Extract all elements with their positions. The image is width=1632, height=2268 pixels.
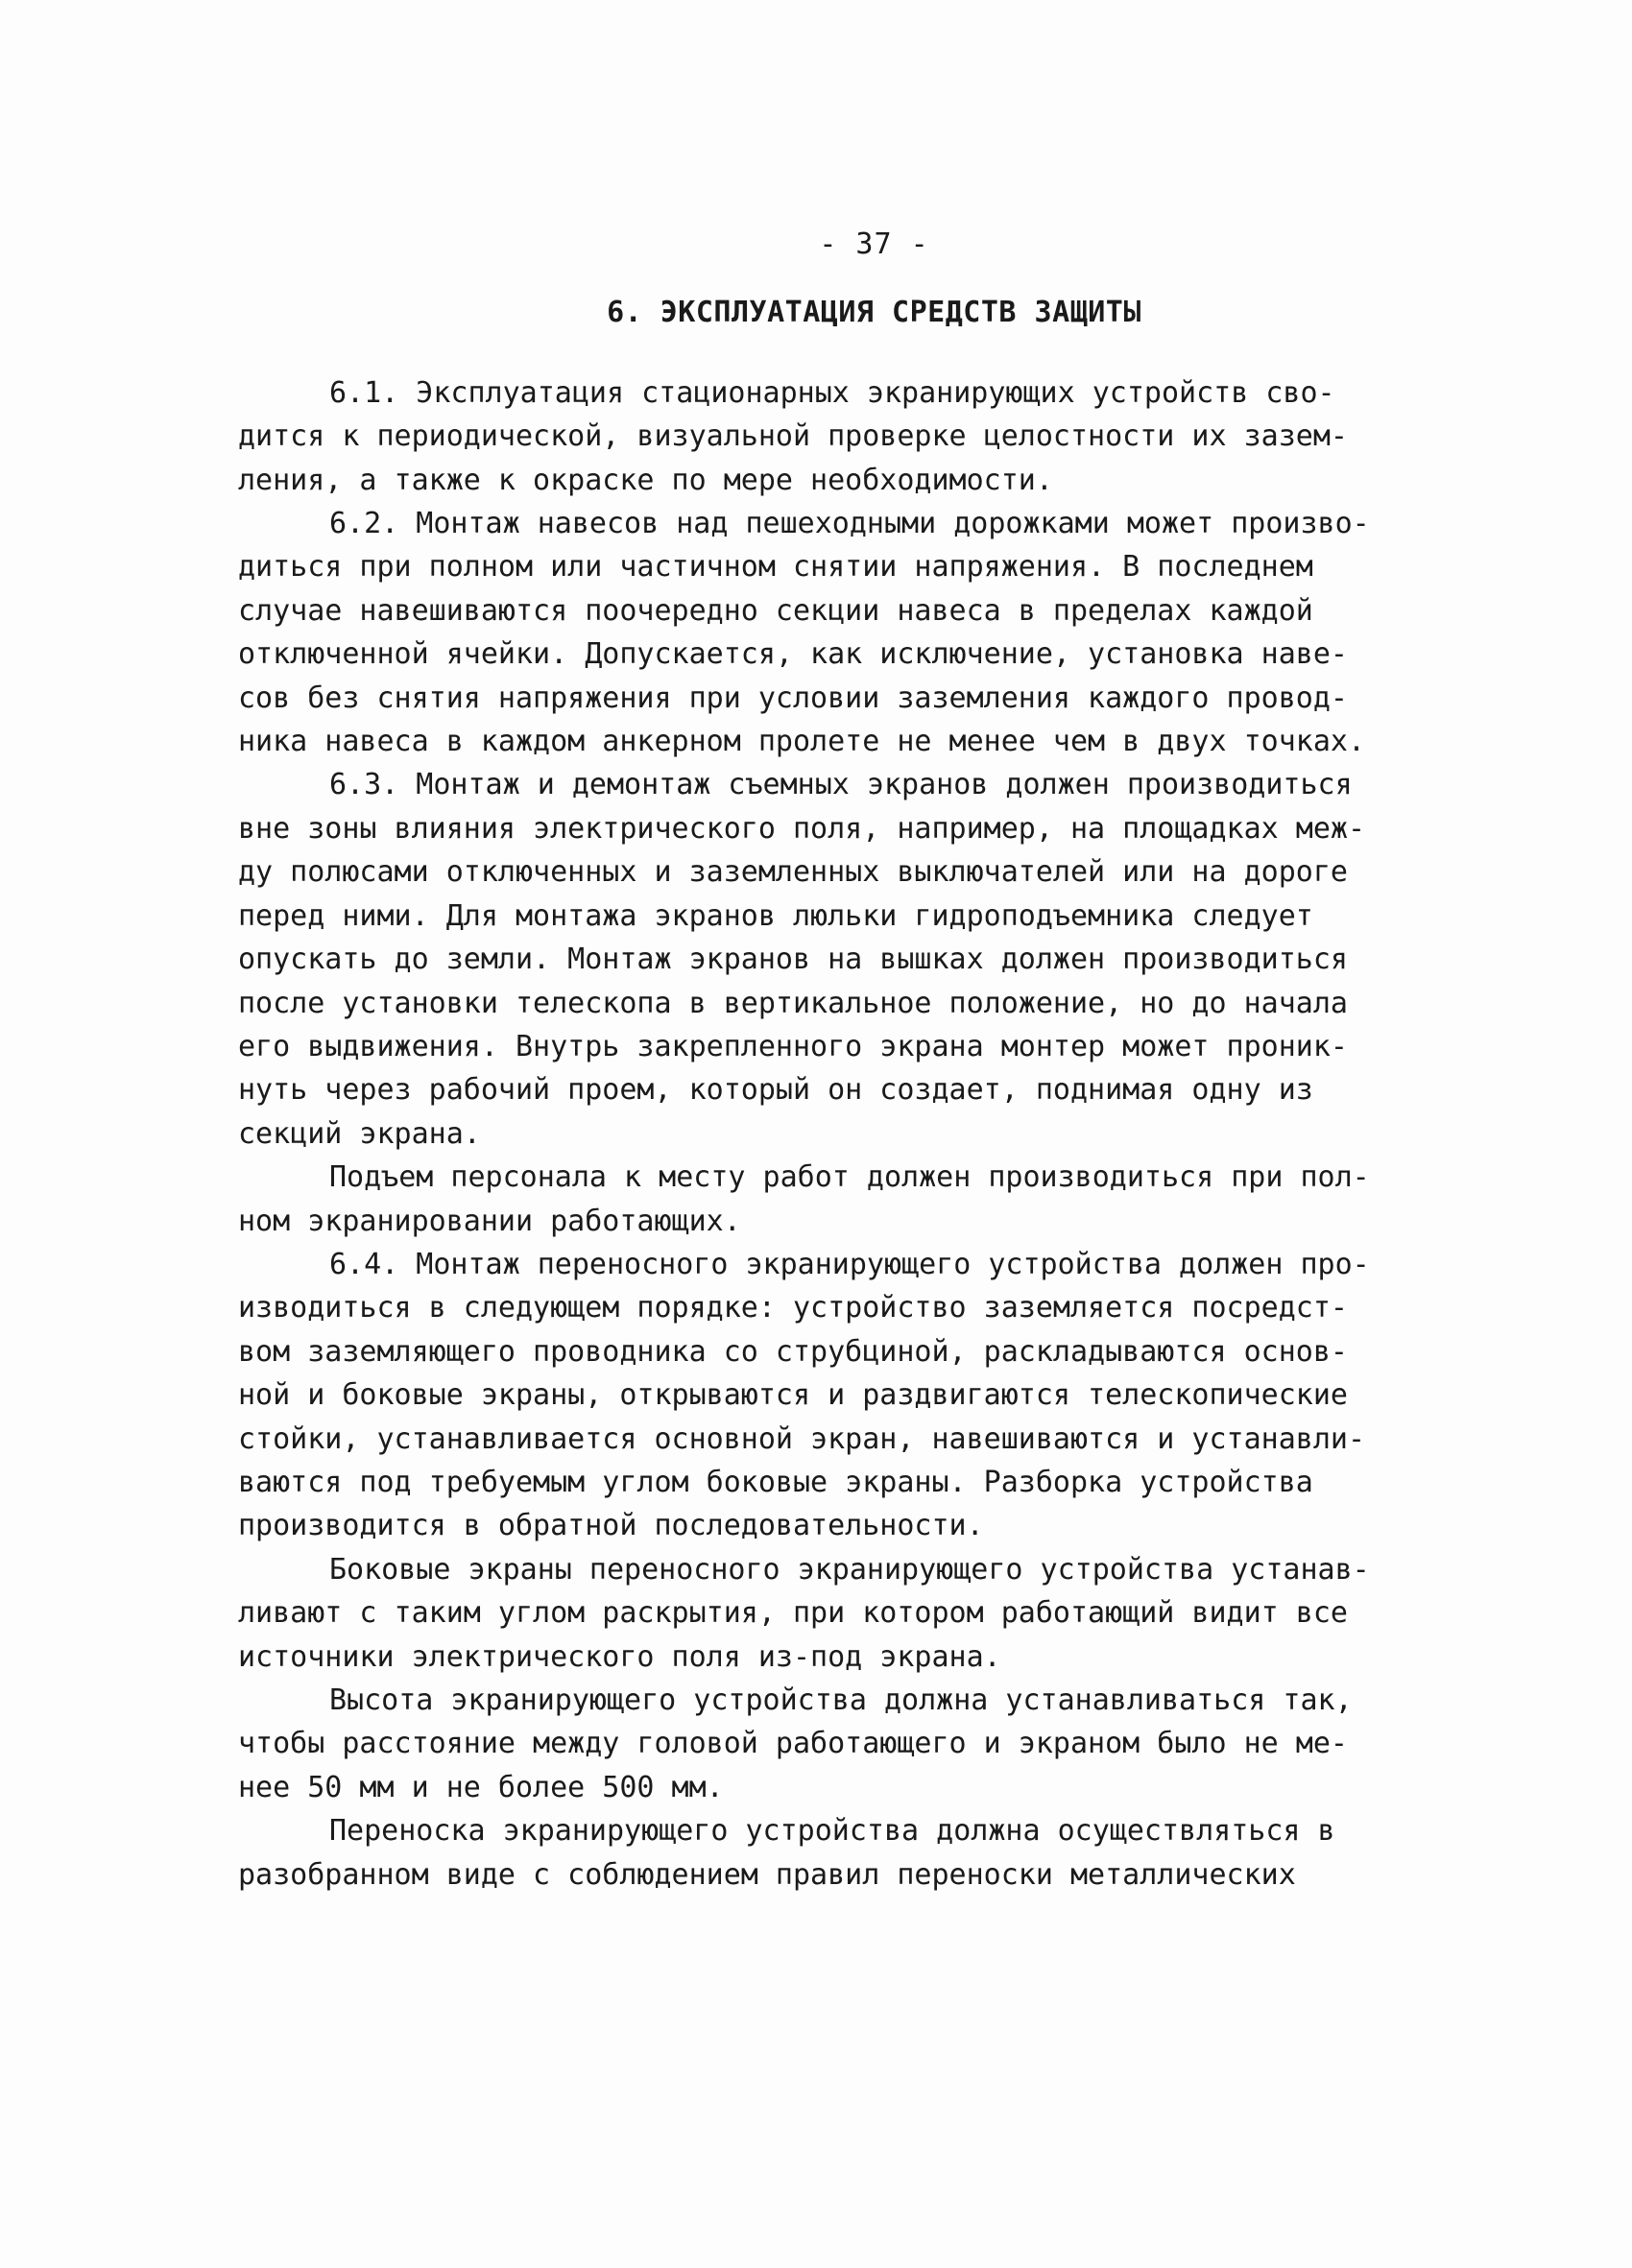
- text-line: нее 50 мм и не более 500 мм.: [238, 1770, 724, 1804]
- text-line: перед ними. Для монтажа экранов люльки гидроподъемника следует: [238, 898, 1313, 933]
- text-line: ления, а также к окраске по мере необходимости.: [238, 463, 1053, 497]
- text-line: изводиться в следующем порядке: устройство заземляется посредст-: [238, 1291, 1348, 1325]
- text-line: чтобы расстояние между головой работающего и экраном было не ме-: [238, 1727, 1348, 1761]
- text-line: ника навеса в каждом анкерном пролете не менее чем в двух точках.: [238, 725, 1365, 759]
- paragraph-personnel-lift: [238, 1156, 1419, 1243]
- text-line: диться при полном или частичном снятии напряжения. В последнем: [238, 550, 1313, 585]
- text-line: ваются под требуемым углом боковые экраны. Разборка устройства: [238, 1465, 1313, 1499]
- text-line: ду полюсами отключенных и заземленных выключателей или на дороге: [238, 855, 1348, 890]
- text-line: ном экранировании работающих.: [238, 1204, 741, 1238]
- text-line: после установки телескопа в вертикальное положение, но до начала: [238, 986, 1348, 1020]
- text-line: Боковые экраны переносного экранирующего устройства устанав-: [329, 1552, 1370, 1587]
- text-line: 6.1. Эксплуатация стационарных экранирующих устройств сво-: [329, 375, 1335, 410]
- text-line: 6.2. Монтаж навесов над пешеходными дорожками может произво-: [329, 507, 1370, 541]
- paragraph-screen-height: [238, 1679, 1419, 1809]
- paragraph-6-4: [238, 1243, 1419, 1548]
- text-line: ливают с таким углом раскрытия, при котором работающий видит все: [238, 1596, 1348, 1631]
- text-line: разобранном виде с соблюдением правил переноски металлических: [238, 1857, 1296, 1892]
- text-line: опускать до земли. Монтаж экранов на вышках должен производиться: [238, 943, 1348, 977]
- text-line: вне зоны влияния электрического поля, например, на площадках меж-: [238, 811, 1365, 846]
- text-line: 6.4. Монтаж переносного экранирующего устройства должен про-: [329, 1247, 1370, 1281]
- text-line: нуть через рабочий проем, который он создает, поднимая одну из: [238, 1073, 1313, 1108]
- text-line: сов без снятия напряжения при условии заземления каждого провод-: [238, 680, 1348, 715]
- section-title: 6. ЭКСПЛУАТАЦИЯ СРЕДСТВ ЗАЩИТЫ: [607, 296, 1141, 330]
- text-line: дится к периодической, визуальной проверке целостности их зазем-: [238, 419, 1348, 454]
- text-line: секций экрана.: [238, 1116, 481, 1151]
- paragraph-side-screens: [238, 1548, 1419, 1679]
- text-line: его выдвижения. Внутрь закрепленного экрана монтер может проник-: [238, 1029, 1348, 1063]
- document-body: [238, 223, 1419, 1897]
- text-line: вом заземляющего проводника со струбциной, раскладываются основ-: [238, 1334, 1348, 1369]
- text-line: источники электрического поля из-под экрана.: [238, 1639, 1001, 1674]
- text-line: Переноска экранирующего устройства должна осуществляться в: [329, 1814, 1335, 1849]
- text-line: Подъем персонала к месту работ должен производиться при пол-: [329, 1160, 1370, 1195]
- page-number: - 37 -: [819, 227, 929, 261]
- paragraph-6-2: [238, 502, 1419, 763]
- text-line: отключенной ячейки. Допускается, как исключение, установка наве-: [238, 637, 1348, 672]
- text-line: 6.3. Монтаж и демонтаж съемных экранов должен производиться: [329, 768, 1353, 802]
- paragraph-6-3: [238, 763, 1419, 1156]
- text-line: производится в обратной последовательности.: [238, 1509, 984, 1543]
- paragraph-6-1: [238, 371, 1419, 502]
- text-line: Высота экранирующего устройства должна устанавливаться так,: [329, 1683, 1353, 1717]
- paragraph-transport: [238, 1809, 1419, 1897]
- text-line: случае навешиваются поочередно секции навеса в пределах каждой: [238, 593, 1313, 628]
- text-line: ной и боковые экраны, открываются и раздвигаются телескопические: [238, 1378, 1348, 1413]
- text-line: стойки, устанавливается основной экран, навешиваются и устанавли-: [238, 1421, 1365, 1456]
